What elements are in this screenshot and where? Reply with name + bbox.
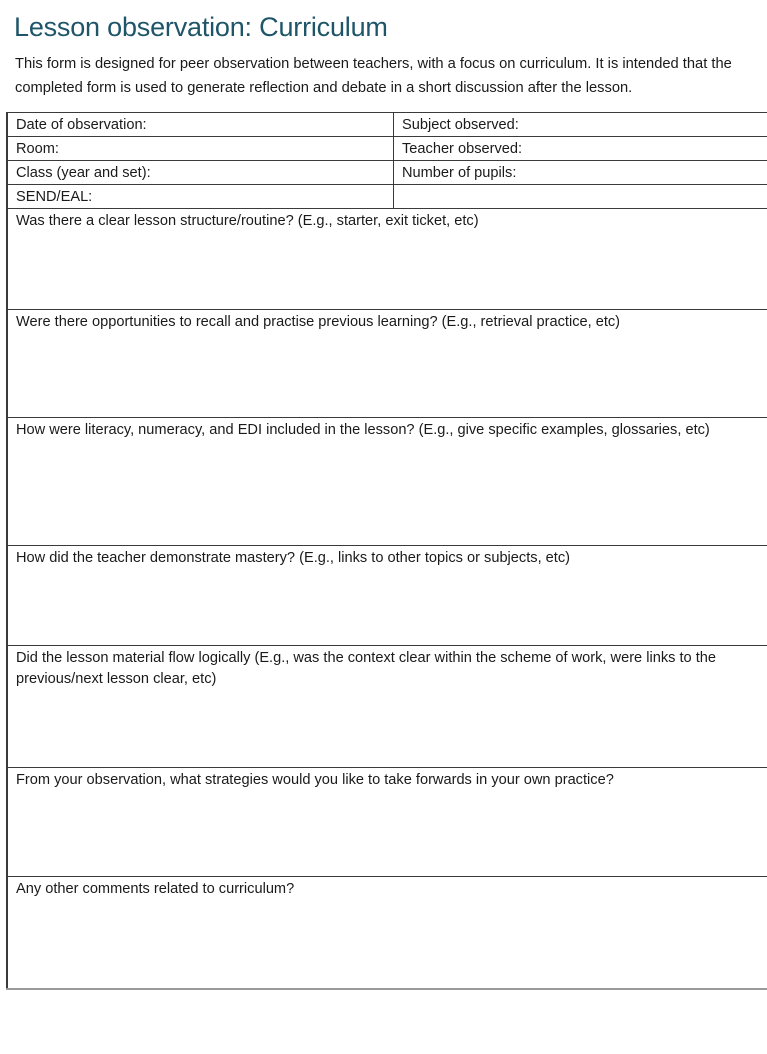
- question-cell-strategies-to-take-forwards[interactable]: [7, 768, 767, 877]
- field-label-class-year-and-set[interactable]: Class (year and set):: [7, 161, 394, 185]
- question-cell-literacy-numeracy-edi[interactable]: [7, 418, 767, 546]
- table-row: [7, 209, 767, 310]
- table-row: [7, 161, 767, 185]
- table-row: [7, 185, 767, 209]
- observation-form-table: [6, 112, 767, 990]
- table-row: [7, 877, 767, 989]
- field-label-date-of-observation[interactable]: Date of observation:: [7, 113, 394, 137]
- field-value-send-eal-empty[interactable]: [394, 185, 767, 209]
- question-text: How were literacy, numeracy, and EDI included in the lesson? (E.g., give specific examples, glossaries, etc): [16, 422, 710, 438]
- question-text: Any other comments related to curriculum?: [16, 881, 295, 897]
- table-row: [7, 768, 767, 877]
- table-row: [7, 418, 767, 546]
- question-cell-other-comments[interactable]: [7, 877, 767, 989]
- page-title: Lesson observation: Curriculum: [14, 12, 388, 42]
- question-cell-retrieval-practice[interactable]: [7, 310, 767, 418]
- question-text: How did the teacher demonstrate mastery? (E.g., links to other topics or subjects, etc): [16, 550, 570, 566]
- question-text: Did the lesson material flow logically (E.g., was the context clear within the scheme of work, were links to the previous/next lesson clear, etc): [16, 650, 716, 687]
- intro-paragraph: This form is designed for peer observation between teachers, with a focus on curriculum. It is intended that the completed form is used to generate reflection and debate in a short discussion after the lesson.: [15, 56, 732, 96]
- table-row: [7, 137, 767, 161]
- field-label-number-of-pupils[interactable]: Number of pupils:: [394, 161, 767, 185]
- table-row: [7, 310, 767, 418]
- field-label-room[interactable]: Room:: [7, 137, 394, 161]
- question-cell-teacher-mastery[interactable]: [7, 546, 767, 646]
- field-label-teacher-observed[interactable]: Teacher observed:: [394, 137, 767, 161]
- table-row: [7, 646, 767, 768]
- question-text: Was there a clear lesson structure/routine? (E.g., starter, exit ticket, etc): [16, 213, 479, 229]
- question-text: From your observation, what strategies would you like to take forwards in your own practice?: [16, 772, 614, 788]
- table-row: [7, 546, 767, 646]
- table-row: [7, 113, 767, 137]
- field-label-send-eal[interactable]: SEND/EAL:: [7, 185, 394, 209]
- question-text: Were there opportunities to recall and practise previous learning? (E.g., retrieval practice, etc): [16, 314, 621, 330]
- question-cell-lesson-material-flow[interactable]: [7, 646, 767, 768]
- question-cell-lesson-structure[interactable]: [7, 209, 767, 310]
- field-label-subject-observed[interactable]: Subject observed:: [394, 113, 767, 137]
